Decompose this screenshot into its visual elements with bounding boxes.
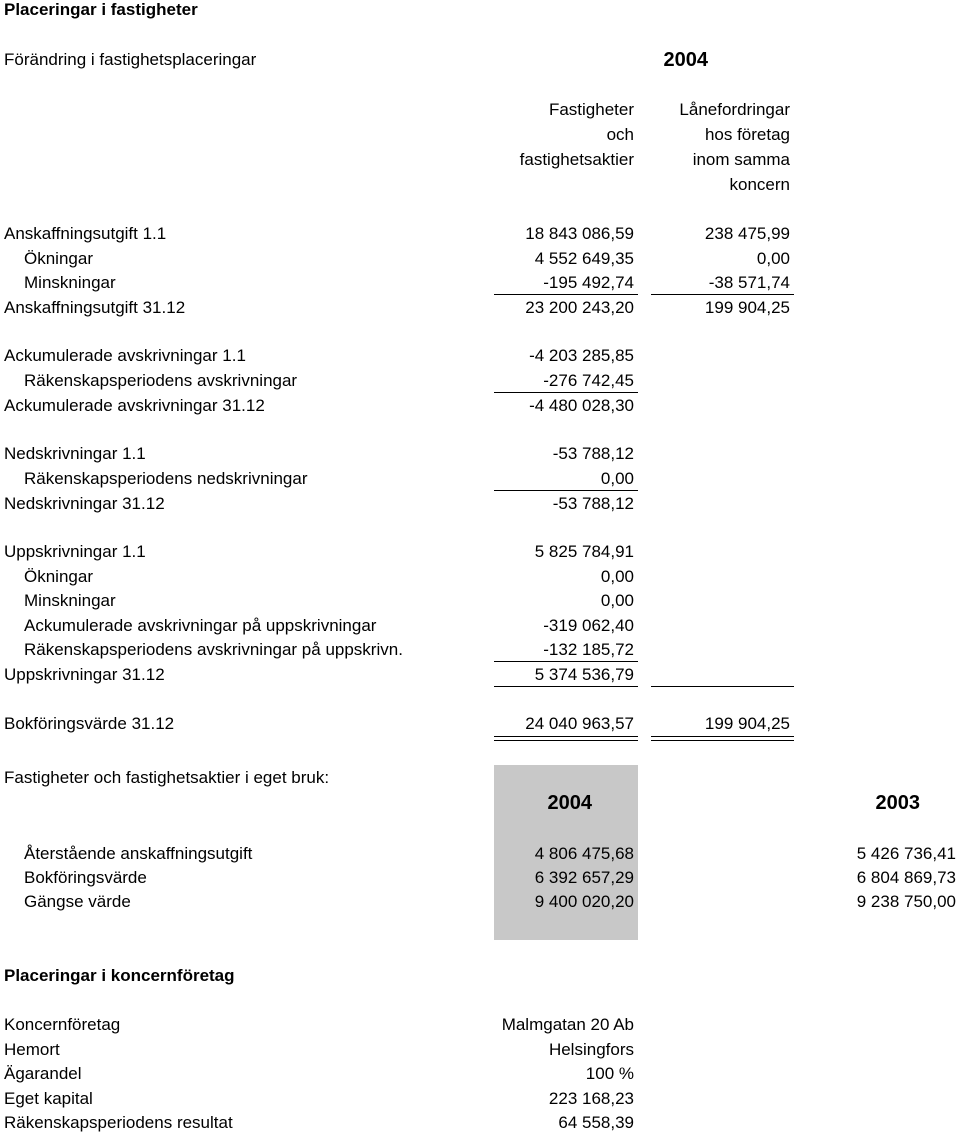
own-use-title: Fastigheter och fastighetsaktier i eget bruk: (4, 768, 330, 787)
own-use-row-label: Bokföringsvärde (24, 868, 147, 887)
section-title-koncernforetag: Placeringar i koncernföretag (4, 966, 235, 985)
group-row-value: 223 168,23 (548, 1089, 634, 1108)
group-row-value: Malmgatan 20 Ab (501, 1015, 634, 1034)
double-underline (494, 736, 638, 737)
own-use-value-2003: 5 426 736,41 (856, 844, 956, 863)
own-use-value-2004: 9 400 020,20 (534, 892, 634, 911)
row-label: Uppskrivningar 1.1 (4, 542, 146, 561)
group-row-label: Eget kapital (4, 1089, 93, 1108)
row-value-col1: 5 825 784,91 (534, 542, 634, 561)
row-value-col2: -38 571,74 (708, 273, 790, 292)
own-use-row-label: Återstående anskaffningsutgift (24, 844, 253, 863)
row-value-col1: 18 843 086,59 (525, 224, 634, 243)
row-label: Ackumulerade avskrivningar 1.1 (4, 346, 246, 365)
row-value-col1: -53 788,12 (552, 444, 634, 463)
sum-underline (651, 294, 794, 295)
row-value-col1: 0,00 (600, 591, 634, 610)
group-row-label: Koncernföretag (4, 1015, 121, 1034)
row-value-col1: 23 200 243,20 (525, 298, 634, 317)
row-label: Nedskrivningar 1.1 (4, 444, 146, 463)
row-value-col2: 199 904,25 (704, 714, 790, 733)
own-use-year-2003: 2003 (875, 792, 920, 814)
row-value-col1: 0,00 (600, 469, 634, 488)
col2-header-line1: Lånefordringar (679, 100, 790, 119)
row-value-col1: 0,00 (600, 567, 634, 586)
sum-underline (494, 392, 638, 393)
row-label: Uppskrivningar 31.12 (4, 665, 165, 684)
row-label: Räkenskapsperiodens avskrivningar på uppskrivn. (24, 640, 403, 659)
row-label: Anskaffningsutgift 31.12 (4, 298, 186, 317)
row-value-col1: -276 742,45 (543, 371, 634, 390)
row-value-col1: -319 062,40 (543, 616, 634, 635)
row-value-col1: 24 040 963,57 (525, 714, 634, 733)
col2-header-line4: koncern (729, 175, 790, 194)
row-label: Ökningar (24, 249, 93, 268)
group-row-value: 64 558,39 (558, 1113, 634, 1132)
sum-underline (651, 686, 794, 687)
group-row-label: Räkenskapsperiodens resultat (4, 1113, 233, 1132)
row-value-col1: -132 185,72 (543, 640, 634, 659)
subtitle-forandring: Förändring i fastighetsplaceringar (4, 50, 257, 69)
row-label: Ökningar (24, 567, 93, 586)
col1-header-line1: Fastigheter (548, 100, 634, 119)
row-value-col1: -4 203 285,85 (529, 346, 634, 365)
col1-header-line2: och (606, 125, 634, 144)
row-label: Nedskrivningar 31.12 (4, 494, 165, 513)
own-use-value-2004: 6 392 657,29 (534, 868, 634, 887)
double-underline (494, 740, 638, 741)
year-heading-2004: 2004 (663, 49, 708, 71)
row-label: Ackumulerade avskrivningar på uppskrivningar (24, 616, 377, 635)
own-use-value-2003: 6 804 869,73 (856, 868, 956, 887)
row-label: Ackumulerade avskrivningar 31.12 (4, 396, 265, 415)
row-value-col1: -53 788,12 (552, 494, 634, 513)
double-underline (651, 736, 794, 737)
sum-underline (494, 490, 638, 491)
row-value-col1: 5 374 536,79 (534, 665, 634, 684)
row-value-col1: -4 480 028,30 (529, 396, 634, 415)
row-value-col1: -195 492,74 (543, 273, 634, 292)
row-value-col2: 238 475,99 (704, 224, 790, 243)
row-value-col2: 199 904,25 (704, 298, 790, 317)
row-label: Minskningar (24, 591, 116, 610)
double-underline (651, 740, 794, 741)
own-use-value-2003: 9 238 750,00 (856, 892, 956, 911)
own-use-row-label: Gängse värde (24, 892, 131, 911)
own-use-year-2004: 2004 (547, 792, 592, 814)
group-row-label: Ägarandel (4, 1064, 82, 1083)
row-value-col2: 0,00 (756, 249, 790, 268)
row-label: Räkenskapsperiodens avskrivningar (24, 371, 298, 390)
group-row-value: Helsingfors (548, 1040, 634, 1059)
section-title-fastigheter: Placeringar i fastigheter (4, 0, 198, 19)
col2-header-line2: hos företag (704, 125, 790, 144)
group-row-value: 100 % (585, 1064, 634, 1083)
row-label: Minskningar (24, 273, 116, 292)
group-row-label: Hemort (4, 1040, 60, 1059)
sum-underline (494, 294, 638, 295)
col1-header-line3: fastighetsaktier (519, 150, 634, 169)
row-label: Anskaffningsutgift 1.1 (4, 224, 167, 243)
row-value-col1: 4 552 649,35 (534, 249, 634, 268)
sum-underline (494, 686, 638, 687)
col2-header-line3: inom samma (692, 150, 790, 169)
sum-underline (494, 661, 638, 662)
row-label: Räkenskapsperiodens nedskrivningar (24, 469, 308, 488)
own-use-value-2004: 4 806 475,68 (534, 844, 634, 863)
row-label: Bokföringsvärde 31.12 (4, 714, 175, 733)
